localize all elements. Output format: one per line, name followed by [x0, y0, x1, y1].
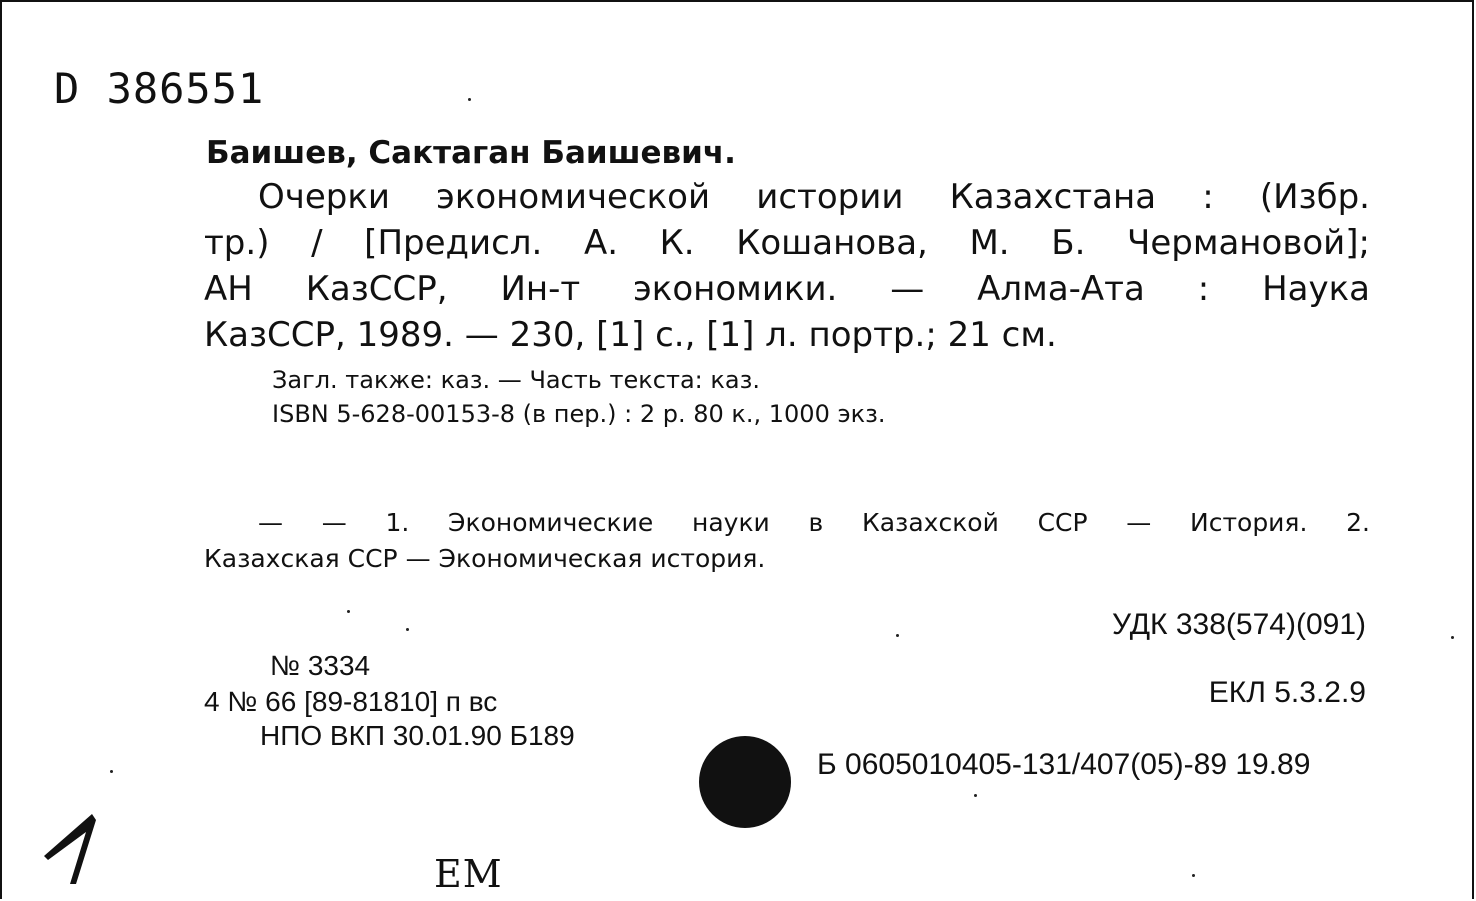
description-line: КазССР, 1989. — 230, [1] с., [1] л. портр.; 21 см.: [204, 315, 1057, 355]
em-mark: ЕМ: [434, 852, 503, 896]
publisher-line: НПО ВКП 30.01.90 Б189: [260, 720, 575, 751]
speck: [110, 770, 113, 773]
author-heading: Баишев, Сактаган Баишевич.: [206, 135, 736, 171]
punch-hole: [699, 736, 791, 828]
description-line: Очерки экономической истории Казахстана : (Избр.: [258, 177, 1370, 217]
order-line: 4 № 66 [89-81810] п вс: [204, 686, 498, 717]
subject-line: Казахская ССР — Экономическая история.: [204, 544, 766, 573]
speck: [406, 628, 409, 631]
speck: [974, 794, 977, 797]
description-line: тр.) / [Предисл. А. К. Кошанова, М. Б. Чермановой];: [204, 223, 1370, 263]
isbn-note: ISBN 5-628-00153-8 (в пер.) : 2 р. 80 к., 1000 экз.: [272, 400, 886, 428]
bibliographic-description: [204, 174, 1370, 358]
shelfmark: D 386551: [54, 64, 265, 113]
b-code: Б 0605010405-131/407(05)-89 19.89: [817, 748, 1311, 781]
subject-line: — — 1. Экономические науки в Казахской ССР — История. 2.: [258, 508, 1370, 537]
speck: [1192, 874, 1195, 877]
speck: [896, 634, 899, 637]
udk-code: УДК 338(574)(091): [1112, 608, 1366, 641]
subject-headings: [204, 505, 1370, 577]
speck: [1451, 636, 1454, 639]
handwritten-one-mark: [34, 806, 114, 890]
speck: [468, 98, 471, 101]
title-note: Загл. также: каз. — Часть текста: каз.: [272, 366, 760, 394]
ekl-code: ЕКЛ 5.3.2.9: [1208, 676, 1366, 709]
speck: [347, 610, 350, 613]
description-line: АН КазССР, Ин-т экономики. — Алма-Ата : Наука: [204, 269, 1370, 309]
card-number: № 3334: [270, 650, 371, 681]
